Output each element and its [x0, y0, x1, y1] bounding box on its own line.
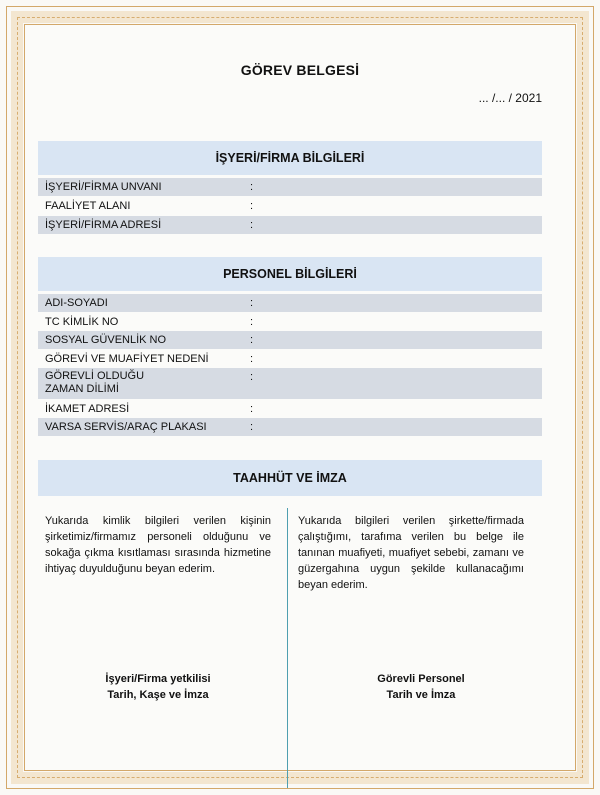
- field-label: SOSYAL GÜVENLİK NO: [45, 333, 167, 346]
- employee-statement: Yukarıda bilgileri verilen şirkette/firmada çalıştığımı, tarafıma verilen bu belge ile tanınan muafiyeti, muafiyet sebebi, zamanı ve güzergahına uygun şekilde kullanacağımı beyan ederim.: [298, 515, 524, 591]
- field-label: GÖREVİ VE MUAFİYET NEDENİ: [45, 352, 209, 365]
- field-label-line1: GÖREVLİ OLDUĞU: [45, 370, 145, 382]
- personnel-row-duty[interactable]: [38, 350, 542, 368]
- employer-signature-caption: Tarih, Kaşe ve İmza: [107, 689, 209, 701]
- field-label: İKAMET ADRESİ: [45, 402, 130, 415]
- workplace-row-address[interactable]: [38, 216, 542, 234]
- field-colon: :: [250, 403, 254, 415]
- field-colon: :: [250, 334, 254, 346]
- employee-signature-caption: Tarih ve İmza: [386, 689, 456, 701]
- personnel-row-time-slot[interactable]: [38, 368, 542, 399]
- field-label: [45, 370, 144, 396]
- employer-signature-title: İşyeri/Firma yetkilisi: [105, 673, 211, 685]
- field-label: TC KİMLİK NO: [45, 315, 119, 328]
- field-colon: :: [250, 316, 254, 328]
- field-colon: :: [250, 200, 254, 212]
- field-label: ADI-SOYADI: [45, 296, 108, 309]
- personnel-section-heading: PERSONEL BİLGİLERİ: [38, 257, 542, 291]
- field-colon: :: [250, 371, 254, 383]
- field-label: FAALİYET ALANI: [45, 199, 131, 212]
- field-label: İŞYERİ/FİRMA UNVANI: [45, 180, 162, 193]
- employee-signature-title: Görevli Personel: [377, 673, 465, 685]
- field-colon: :: [250, 421, 254, 433]
- document-title: GÖREV BELGESİ: [240, 62, 360, 78]
- workplace-row-activity[interactable]: [38, 197, 542, 215]
- field-label-line2: ZAMAN DİLİMİ: [45, 383, 119, 395]
- field-colon: :: [250, 219, 254, 231]
- field-colon: :: [250, 353, 254, 365]
- field-colon: :: [250, 181, 254, 193]
- employer-signature-block: [38, 671, 278, 703]
- employer-statement: Yukarıda kimlik bilgileri verilen kişinin şirketimiz/firmamız personeli olduğunu ve sokağa çıkma kısıtlaması sırasında hizmetine ihtiyaç duyulduğunu beyan ederim.: [45, 515, 271, 575]
- personnel-row-address[interactable]: [38, 400, 542, 418]
- personnel-row-name[interactable]: [38, 294, 542, 312]
- workplace-section-heading: İŞYERİ/FİRMA BİLGİLERİ: [38, 141, 542, 175]
- column-divider: [287, 508, 288, 788]
- field-colon: :: [250, 297, 254, 309]
- document-date: ... /... / 2021: [478, 91, 542, 105]
- personnel-row-ssn[interactable]: [38, 331, 542, 349]
- field-label: İŞYERİ/FİRMA ADRESİ: [45, 218, 162, 231]
- field-label: VARSA SERVİS/ARAÇ PLAKASI: [45, 420, 207, 433]
- commitment-section-heading: TAAHHÜT VE İMZA: [38, 460, 542, 496]
- employee-signature-block: [301, 671, 541, 703]
- workplace-row-title[interactable]: [38, 178, 542, 196]
- personnel-row-vehicle[interactable]: [38, 418, 542, 436]
- personnel-row-tc-id[interactable]: [38, 313, 542, 331]
